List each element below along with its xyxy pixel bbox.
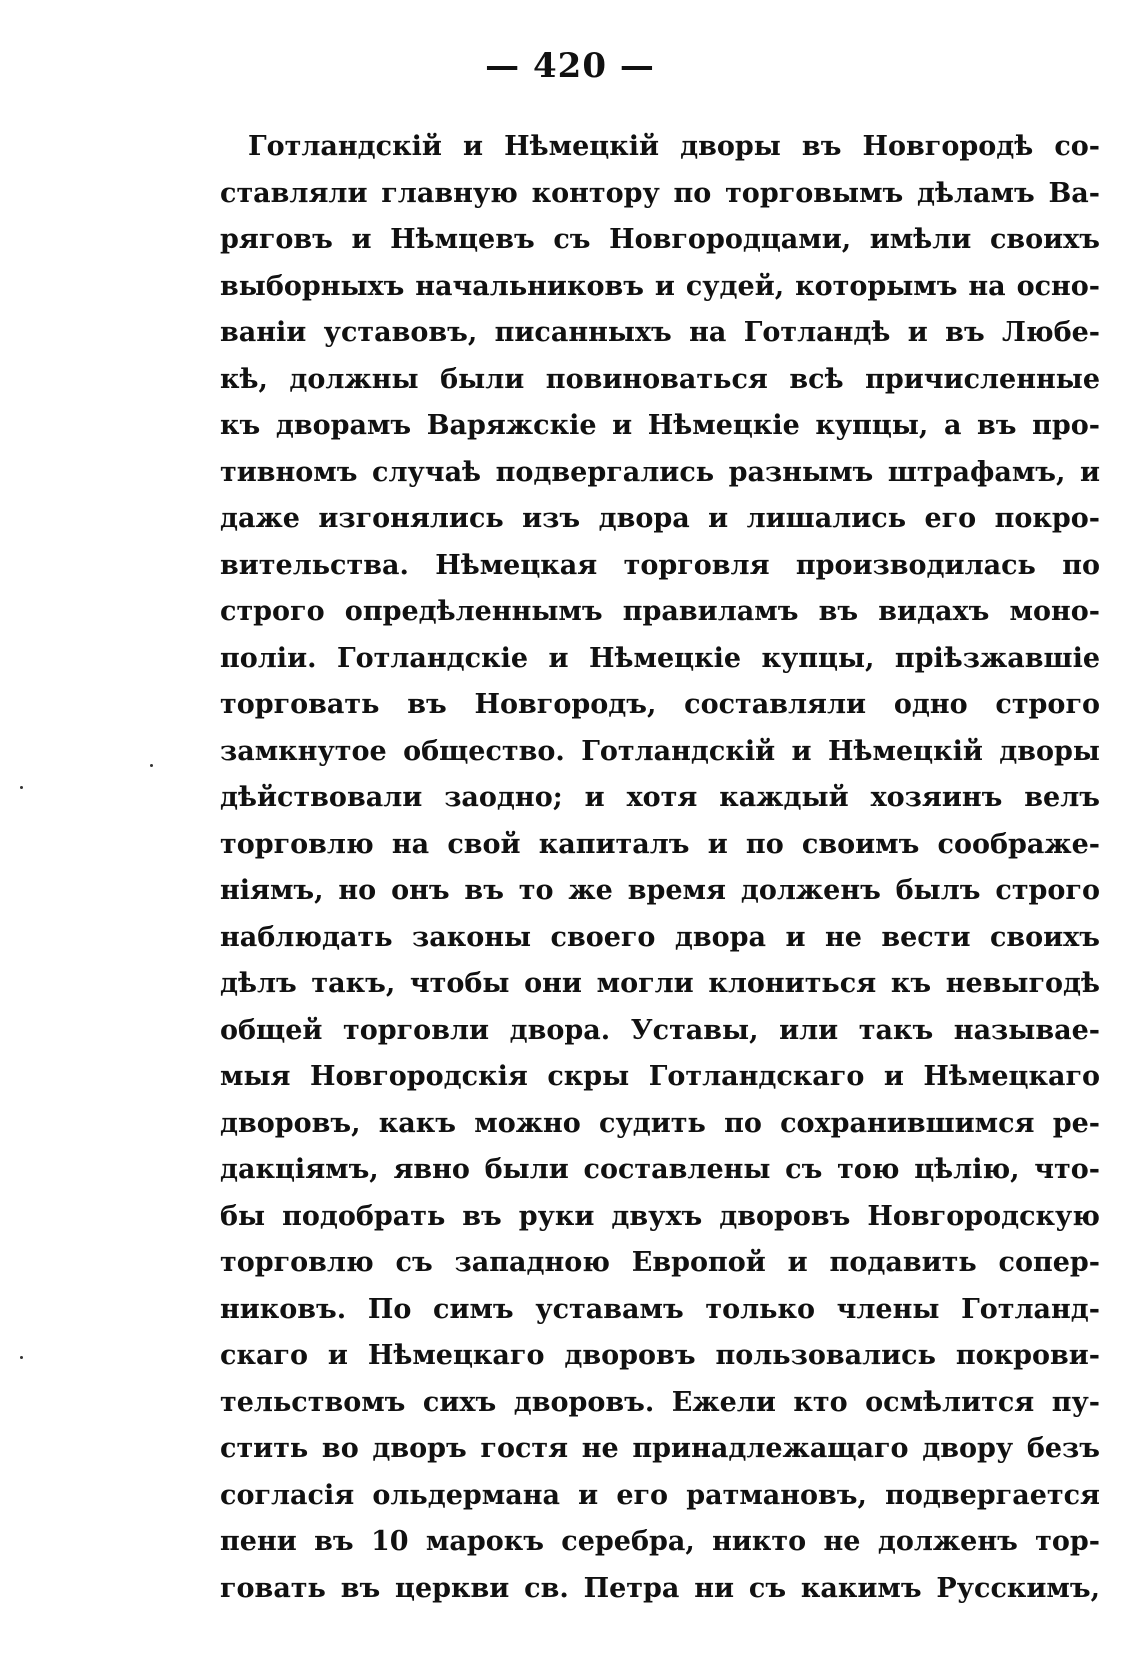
- text-line: тивномъ случаѣ подвергались разнымъ штрафамъ, и: [220, 456, 1100, 488]
- text-line: скаго и Нѣмецкаго дворовъ пользовались покрови-: [220, 1340, 1100, 1371]
- text-line: даже изгонялись изъ двора и лишались его покро-: [220, 503, 1100, 534]
- scan-speck: [20, 786, 23, 789]
- text-line: дворовъ, какъ можно судить по сохранившимся ре-: [220, 1107, 1100, 1139]
- text-line: дакціямъ, явно были составлены съ тою цѣлію, что-: [220, 1154, 1100, 1185]
- text-line: тельствомъ сихъ дворовъ. Ежели кто осмѣлится пу-: [220, 1386, 1100, 1418]
- text-line: выборныхъ начальниковъ и судей, которымъ на осно-: [220, 270, 1100, 302]
- text-line: кѣ, должны были повиноваться всѣ причисленные: [220, 363, 1100, 395]
- text-line: согласія ольдермана и его ратмановъ, подвергается: [220, 1479, 1100, 1511]
- text-line: къ дворамъ Варяжскіе и Нѣмецкіе купцы, а въ про-: [220, 410, 1100, 441]
- text-line: ряговъ и Нѣмцевъ съ Новгородцами, имѣли своихъ: [220, 224, 1100, 255]
- text-line: Готландскій и Нѣмецкій дворы въ Новгородѣ со-: [248, 131, 1100, 162]
- text-line: пени въ 10 марокъ серебра, никто не долженъ тор-: [220, 1526, 1100, 1557]
- text-line: ніямъ, но онъ въ то же время долженъ былъ строго: [220, 875, 1100, 906]
- text-line: поліи. Готландскіе и Нѣмецкіе купцы, пріѣзжавшіе: [220, 642, 1100, 674]
- text-line: стить во дворъ гостя не принадлежащаго двору безъ: [220, 1433, 1100, 1464]
- text-line: говать въ церкви св. Петра ни съ какимъ Русскимъ,: [220, 1572, 1100, 1604]
- text-line: общей торговли двора. Уставы, или такъ называе-: [220, 1014, 1100, 1046]
- body-text: [220, 124, 1100, 1612]
- text-line: торговлю на свой капиталъ и по своимъ соображе-: [220, 828, 1100, 860]
- scan-speck: [150, 764, 153, 767]
- text-line: наблюдать законы своего двора и не вести своихъ: [220, 921, 1100, 953]
- page-number: — 420 —: [485, 46, 655, 86]
- scan-speck: [20, 1356, 23, 1359]
- text-line: ваніи уставовъ, писанныхъ на Готландѣ и въ Любе-: [220, 317, 1100, 348]
- text-line: вительства. Нѣмецкая торговля производилась по: [220, 549, 1100, 581]
- text-line: торговать въ Новгородъ, составляли одно строго: [220, 689, 1100, 720]
- text-line: дѣйствовали заодно; и хотя каждый хозяинъ велъ: [220, 782, 1100, 813]
- text-line: строго опредѣленнымъ правиламъ въ видахъ моно-: [220, 596, 1100, 627]
- text-line: замкнутое общество. Готландскій и Нѣмецкій дворы: [220, 735, 1100, 767]
- text-line: никовъ. По симъ уставамъ только члены Готланд-: [220, 1293, 1100, 1325]
- text-line: бы подобрать въ руки двухъ дворовъ Новгородскую: [220, 1200, 1100, 1232]
- text-line: торговлю съ западною Европой и подавить сопер-: [220, 1247, 1100, 1278]
- text-line: дѣлъ такъ, чтобы они могли клониться къ невыгодѣ: [220, 968, 1100, 999]
- text-line: ставляли главную контору по торговымъ дѣламъ Ва-: [220, 177, 1100, 209]
- text-line: мыя Новгородскія скры Готландскаго и Нѣмецкаго: [220, 1061, 1100, 1092]
